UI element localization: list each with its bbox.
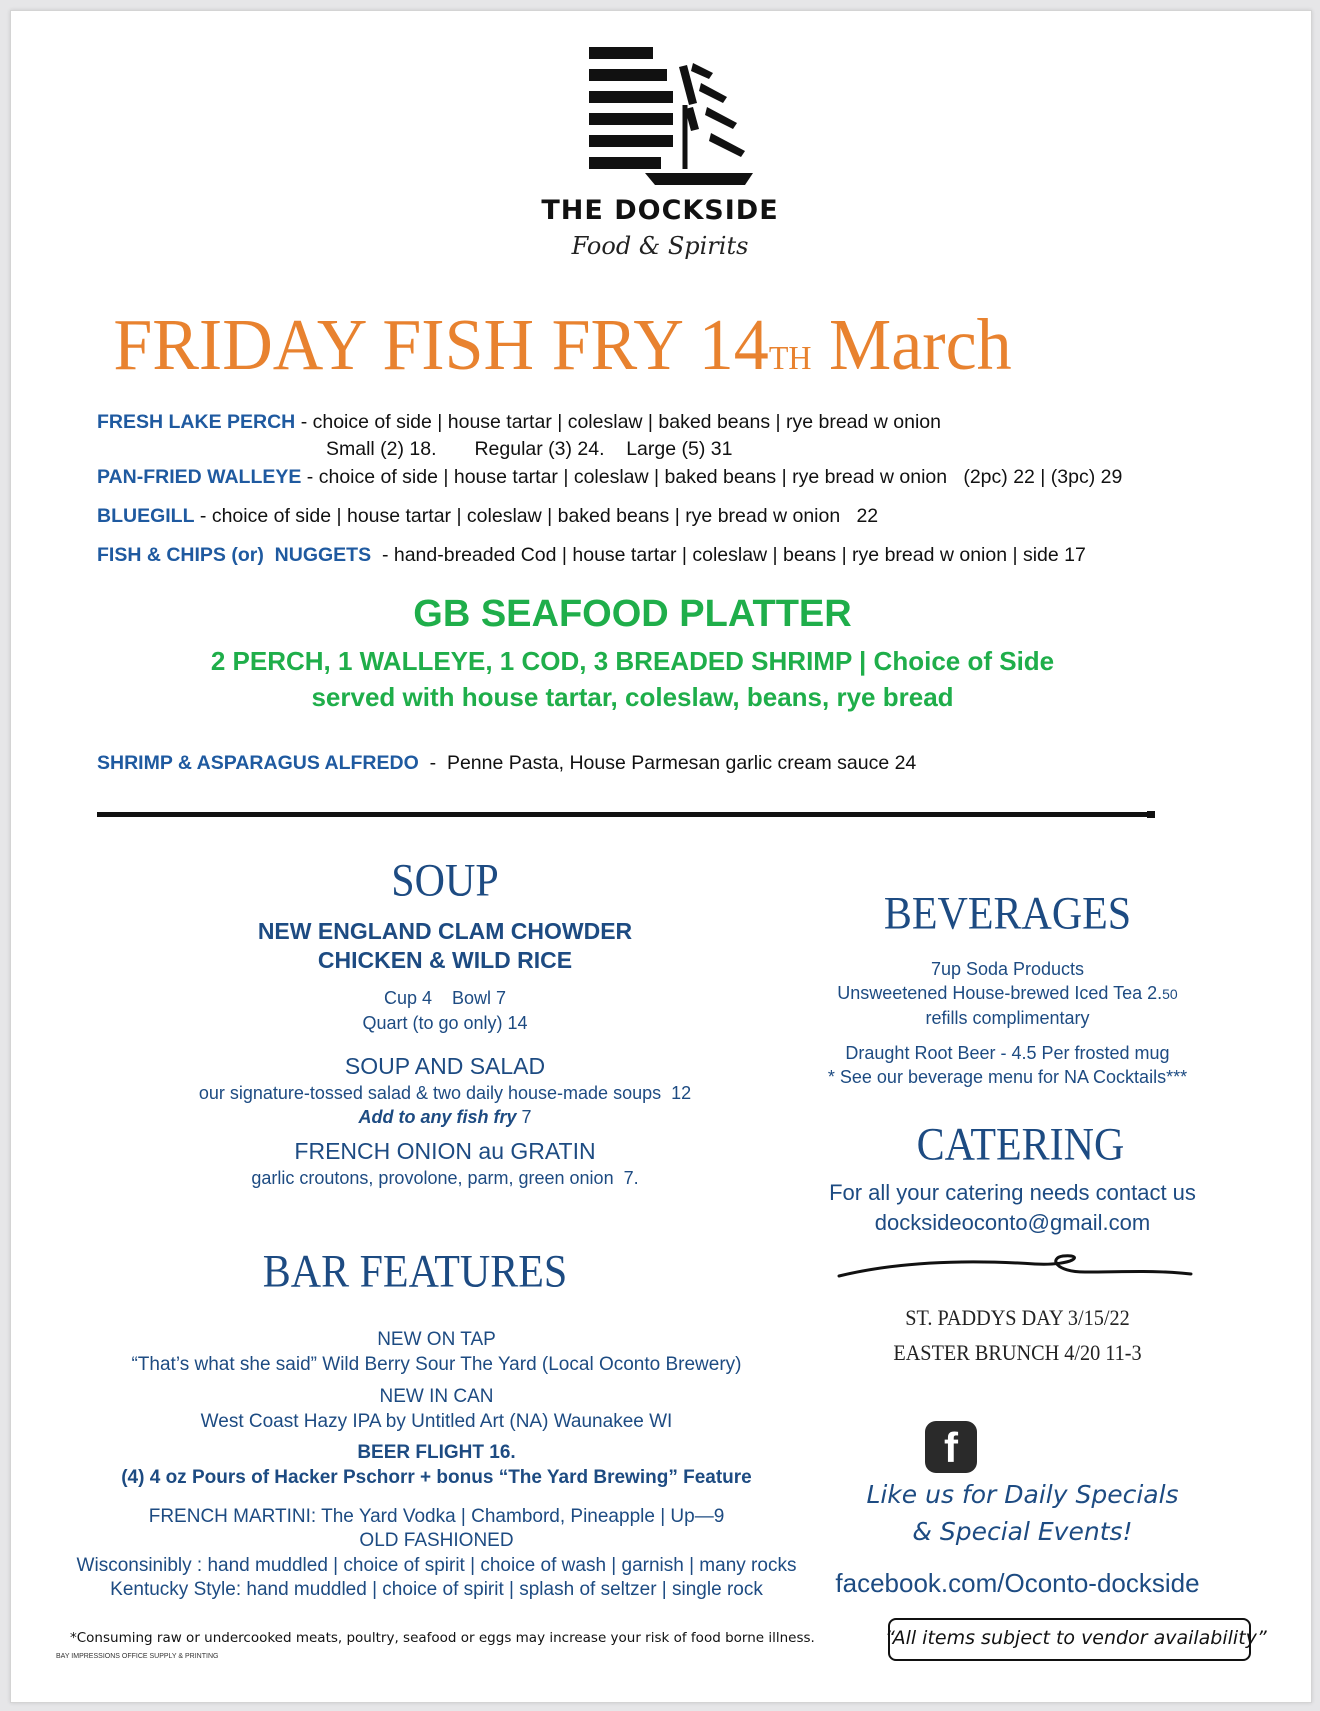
tea-text: Unsweetened House-brewed Iced Tea 2. xyxy=(837,983,1163,1003)
platter-title: GB SEAFOOD PLATTER xyxy=(413,593,852,635)
soup-salad-title: SOUP AND SALAD xyxy=(344,1053,546,1079)
menu-item-walleye xyxy=(97,466,1122,489)
item-desc: - choice of side | house tartar | coleslaw | baked beans | rye bread w onion 22 xyxy=(194,505,879,527)
bar-heading: BAR FEATURES xyxy=(262,1246,568,1298)
facebook-icon[interactable]: f xyxy=(925,1421,977,1473)
tap-desc: “That’s what she said” Wild Berry Sour The Yard (Local Oconto Brewery) xyxy=(131,1354,742,1375)
beverage-soda: 7up Soda Products xyxy=(930,959,1085,979)
like-line1: Like us for Daily Specials xyxy=(866,1480,1179,1509)
item-desc: - Penne Pasta, House Parmesan garlic cream sauce 24 xyxy=(418,752,917,774)
item-name: BLUEGILL xyxy=(97,505,195,527)
brand-name: THE DOCKSIDE xyxy=(541,195,779,226)
item-desc: - hand-breaded Cod | house tartar | coleslaw | beans | rye bread w onion | side 17 xyxy=(371,544,1086,566)
like-line2: & Special Events! xyxy=(912,1517,1133,1546)
old-fashioned-kentucky: Kentucky Style: hand muddled | choice of spirit | splash of seltzer | single rock xyxy=(110,1579,763,1600)
item-name: PAN-FRIED WALLEYE xyxy=(97,466,302,488)
martini: FRENCH MARTINI: The Yard Vodka | Chambord, Pineapple | Up—9 xyxy=(148,1506,725,1527)
item-desc: - choice of side | house tartar | coleslaw | baked beans | rye bread w onion (2pc) 22 | (3pc) 29 xyxy=(301,466,1123,488)
facebook-url[interactable]: facebook.com/Oconto-dockside xyxy=(835,1568,1200,1598)
brand-tagline: Food & Spirits xyxy=(571,232,749,260)
vendor-note: “All items subject to vendor availability” xyxy=(885,1627,1267,1649)
soup-salad-desc: our signature-tossed salad & two daily house-made soups 12 xyxy=(198,1083,692,1103)
soup-quart: Quart (to go only) 14 xyxy=(362,1013,528,1033)
beverage-tea xyxy=(795,983,1220,1004)
page-title xyxy=(0,304,1125,388)
add-fish-line xyxy=(75,1107,815,1128)
beverage-rootbeer: Draught Root Beer - 4.5 Per frosted mug xyxy=(845,1043,1170,1063)
can-title: NEW IN CAN xyxy=(379,1386,494,1407)
beverage-na-note: * See our beverage menu for NA Cocktails*** xyxy=(827,1067,1188,1087)
wave-divider-icon xyxy=(835,1250,1195,1286)
perch-sizes: Small (2) 18. Regular (3) 24. Large (5) 31 xyxy=(326,438,733,460)
old-fashioned-wisconsin: Wisconsinibly : hand muddled | choice of spirit | choice of wash | garnish | many rocks xyxy=(76,1555,797,1576)
can-desc: West Coast Hazy IPA by Untitled Art (NA) Waunakee WI xyxy=(200,1411,673,1432)
soup-prices: Cup 4 Bowl 7 xyxy=(383,988,507,1008)
platter-line2: served with house tartar, coleslaw, beans, rye bread xyxy=(311,682,954,712)
catering-text: For all your catering needs contact us xyxy=(829,1180,1196,1205)
title-month: March xyxy=(811,305,1012,386)
platter-line1: 2 PERCH, 1 WALLEYE, 1 COD, 3 BREADED SHRIMP | Choice of Side xyxy=(210,646,1055,676)
event-st-paddys: ST. PADDYS DAY 3/15/22 xyxy=(905,1305,1130,1330)
old-fashioned-title: OLD FASHIONED xyxy=(359,1530,514,1551)
printer-credit: BAY IMPRESSIONS OFFICE SUPPLY & PRINTING xyxy=(56,1653,219,1660)
flight-desc: (4) 4 oz Pours of Hacker Pschorr + bonus “The Yard Brewing” Feature xyxy=(121,1467,752,1488)
add-fish-label: Add to any fish fry xyxy=(358,1107,517,1127)
beverages-heading: BEVERAGES xyxy=(883,888,1132,940)
soup-item-clam: NEW ENGLAND CLAM CHOWDER xyxy=(257,918,633,944)
menu-item-bluegill xyxy=(97,505,878,528)
title-main: FRIDAY FISH FRY 14 xyxy=(113,305,769,386)
soup-heading: SOUP xyxy=(391,855,499,907)
item-name: FRESH LAKE PERCH xyxy=(97,411,296,433)
menu-item-fish-chips xyxy=(97,544,1086,567)
catering-heading: CATERING xyxy=(916,1119,1125,1171)
divider xyxy=(97,812,1155,817)
event-easter: EASTER BRUNCH 4/20 11-3 xyxy=(893,1340,1142,1365)
menu-item-perch xyxy=(97,411,941,434)
tap-title: NEW ON TAP xyxy=(377,1329,496,1350)
item-name: FISH & CHIPS (or) NUGGETS xyxy=(97,544,372,566)
flight-title: BEER FLIGHT 16. xyxy=(357,1442,516,1463)
title-suffix: TH xyxy=(768,338,812,377)
menu-item-alfredo xyxy=(97,752,916,775)
divider-cap xyxy=(1147,811,1155,818)
onion-title: FRENCH ONION au GRATIN xyxy=(294,1138,596,1164)
item-name: SHRIMP & ASPARAGUS ALFREDO xyxy=(97,752,419,774)
beverage-refills: refills complimentary xyxy=(925,1008,1090,1028)
tea-cents: 50 xyxy=(1162,986,1178,1002)
sailboat-logo-icon xyxy=(585,45,761,187)
item-desc: - choice of side | house tartar | coleslaw | baked beans | rye bread w onion xyxy=(295,411,941,433)
health-warning: *Consuming raw or undercooked meats, poultry, seafood or eggs may increase your risk of food borne illness. xyxy=(70,1630,815,1646)
onion-desc: garlic croutons, provolone, parm, green onion 7. xyxy=(251,1168,639,1188)
catering-email[interactable]: docksideoconto@gmail.com xyxy=(874,1210,1151,1235)
add-fish-price: 7 xyxy=(516,1107,532,1127)
soup-item-chicken: CHICKEN & WILD RICE xyxy=(317,947,573,973)
